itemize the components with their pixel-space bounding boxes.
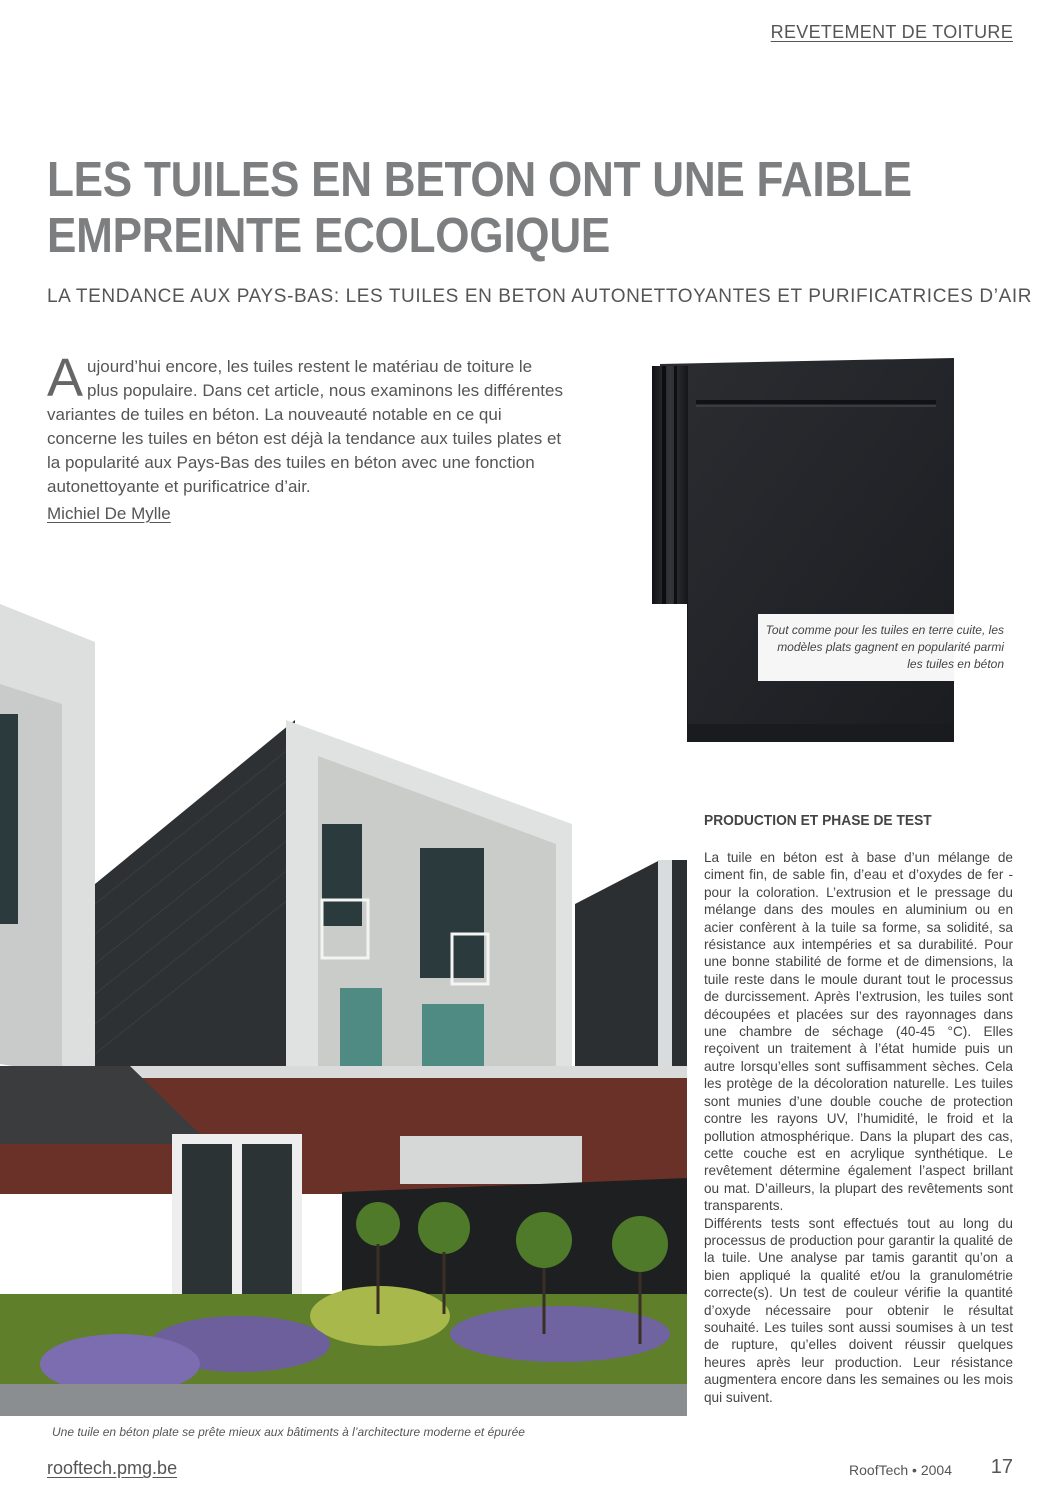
section-label: REVETEMENT DE TOITURE [770, 22, 1013, 42]
tile-image-caption: Tout comme pour les tuiles en terre cuite, les modèles plats gagnent en popularité parmi les tuiles en béton [758, 614, 1014, 681]
article-intro [47, 348, 567, 499]
body-paragraph-2: Différents tests sont effectués tout au long du processus de production pour garantir la qualité de la tuile. Une analyse par tamis garantit qu’on a bien appliqué la qualité et/ou la granulométrie correcte(s). Un test de couleur vérifie la quantité d’oxyde nécessaire pour obtenir le résultat souhaité. Les tuiles sont aussi soumises à un test de rupture, qu’elles doivent réussir quelques heures après leur production. Leur résistance augmentera encore dans les semaines ou les mois qui suivent. [704, 1215, 1013, 1405]
article-title [47, 152, 911, 264]
article-title-line-2: EMPREINTE ECOLOGIQUE [47, 209, 611, 263]
article-title-line-1: LES TUILES EN BETON ONT UNE FAIBLE [47, 153, 912, 207]
tile-product-image [648, 356, 1004, 744]
photo-caption: Une tuile en béton plate se prête mieux aux bâtiments à l’architecture moderne et épurée [0, 1418, 687, 1446]
article-body-column [704, 812, 1013, 1406]
footer-magazine-issue: RoofTech • 2004 [849, 1462, 952, 1478]
building-illustration [0, 604, 687, 1416]
article-subtitle: LA TENDANCE AUX PAYS-BAS: LES TUILES EN BETON AUTONETTOYANTES ET PURIFICATRICES D’AIR [47, 286, 1033, 307]
section-heading: PRODUCTION ET PHASE DE TEST [704, 812, 932, 829]
intro-dropcap: A [47, 348, 84, 408]
footer-page-number: 17 [990, 1456, 1013, 1478]
intro-text: ujourd’hui encore, les tuiles restent le matériau de toiture le plus populaire. Dans cet article, nous examinons les différentes variantes de tuiles en béton. La nouveauté notable en ce qui concerne les tuiles en béton est déjà la tendance aux tuiles plates et la popularité aux Pays-Bas des tuiles en béton avec une fonction autonettoyante et purificatrice d’air. [47, 357, 563, 496]
article-author-link[interactable]: Michiel De Mylle [47, 504, 171, 523]
building-photo [0, 604, 687, 1416]
footer-website-link[interactable]: rooftech.pmg.be [47, 1458, 178, 1478]
body-paragraph-1: La tuile en béton est à base d’un mélange de ciment fin, de sable fin, d’eau et d’oxydes de fer - pour la coloration. L’extrusion et le pressage du mélange dans des moules en aluminium ou en acier confèrent à la tuile sa forme, sa solidité, sa résistance aux intempéries et sa durabilité. Pour une bonne stabilité de forme et de dimensions, la tuile reste dans le moule durant tout le processus de durcissement. Après l’extrusion, les tuiles sont découpées et placées sur des rayonnages dans une chambre de séchage (40-45 °C). Elles reçoivent un traitement à l’état humide puis un autre lorsqu’elles sont suffisamment sèches. Cela les protège de la décoloration naturelle. Les tuiles sont munies d’une double couche de protection contre les rayons UV, l’humidité, le froid et la pollution atmosphérique. Dans la plupart des cas, cette couche est en acrylique synthétique. Le revêtement détermine également l’aspect brillant ou mat. D’ailleurs, la plupart des revêtements sont transparents. [704, 850, 1013, 1214]
tile-illustration [648, 356, 958, 744]
